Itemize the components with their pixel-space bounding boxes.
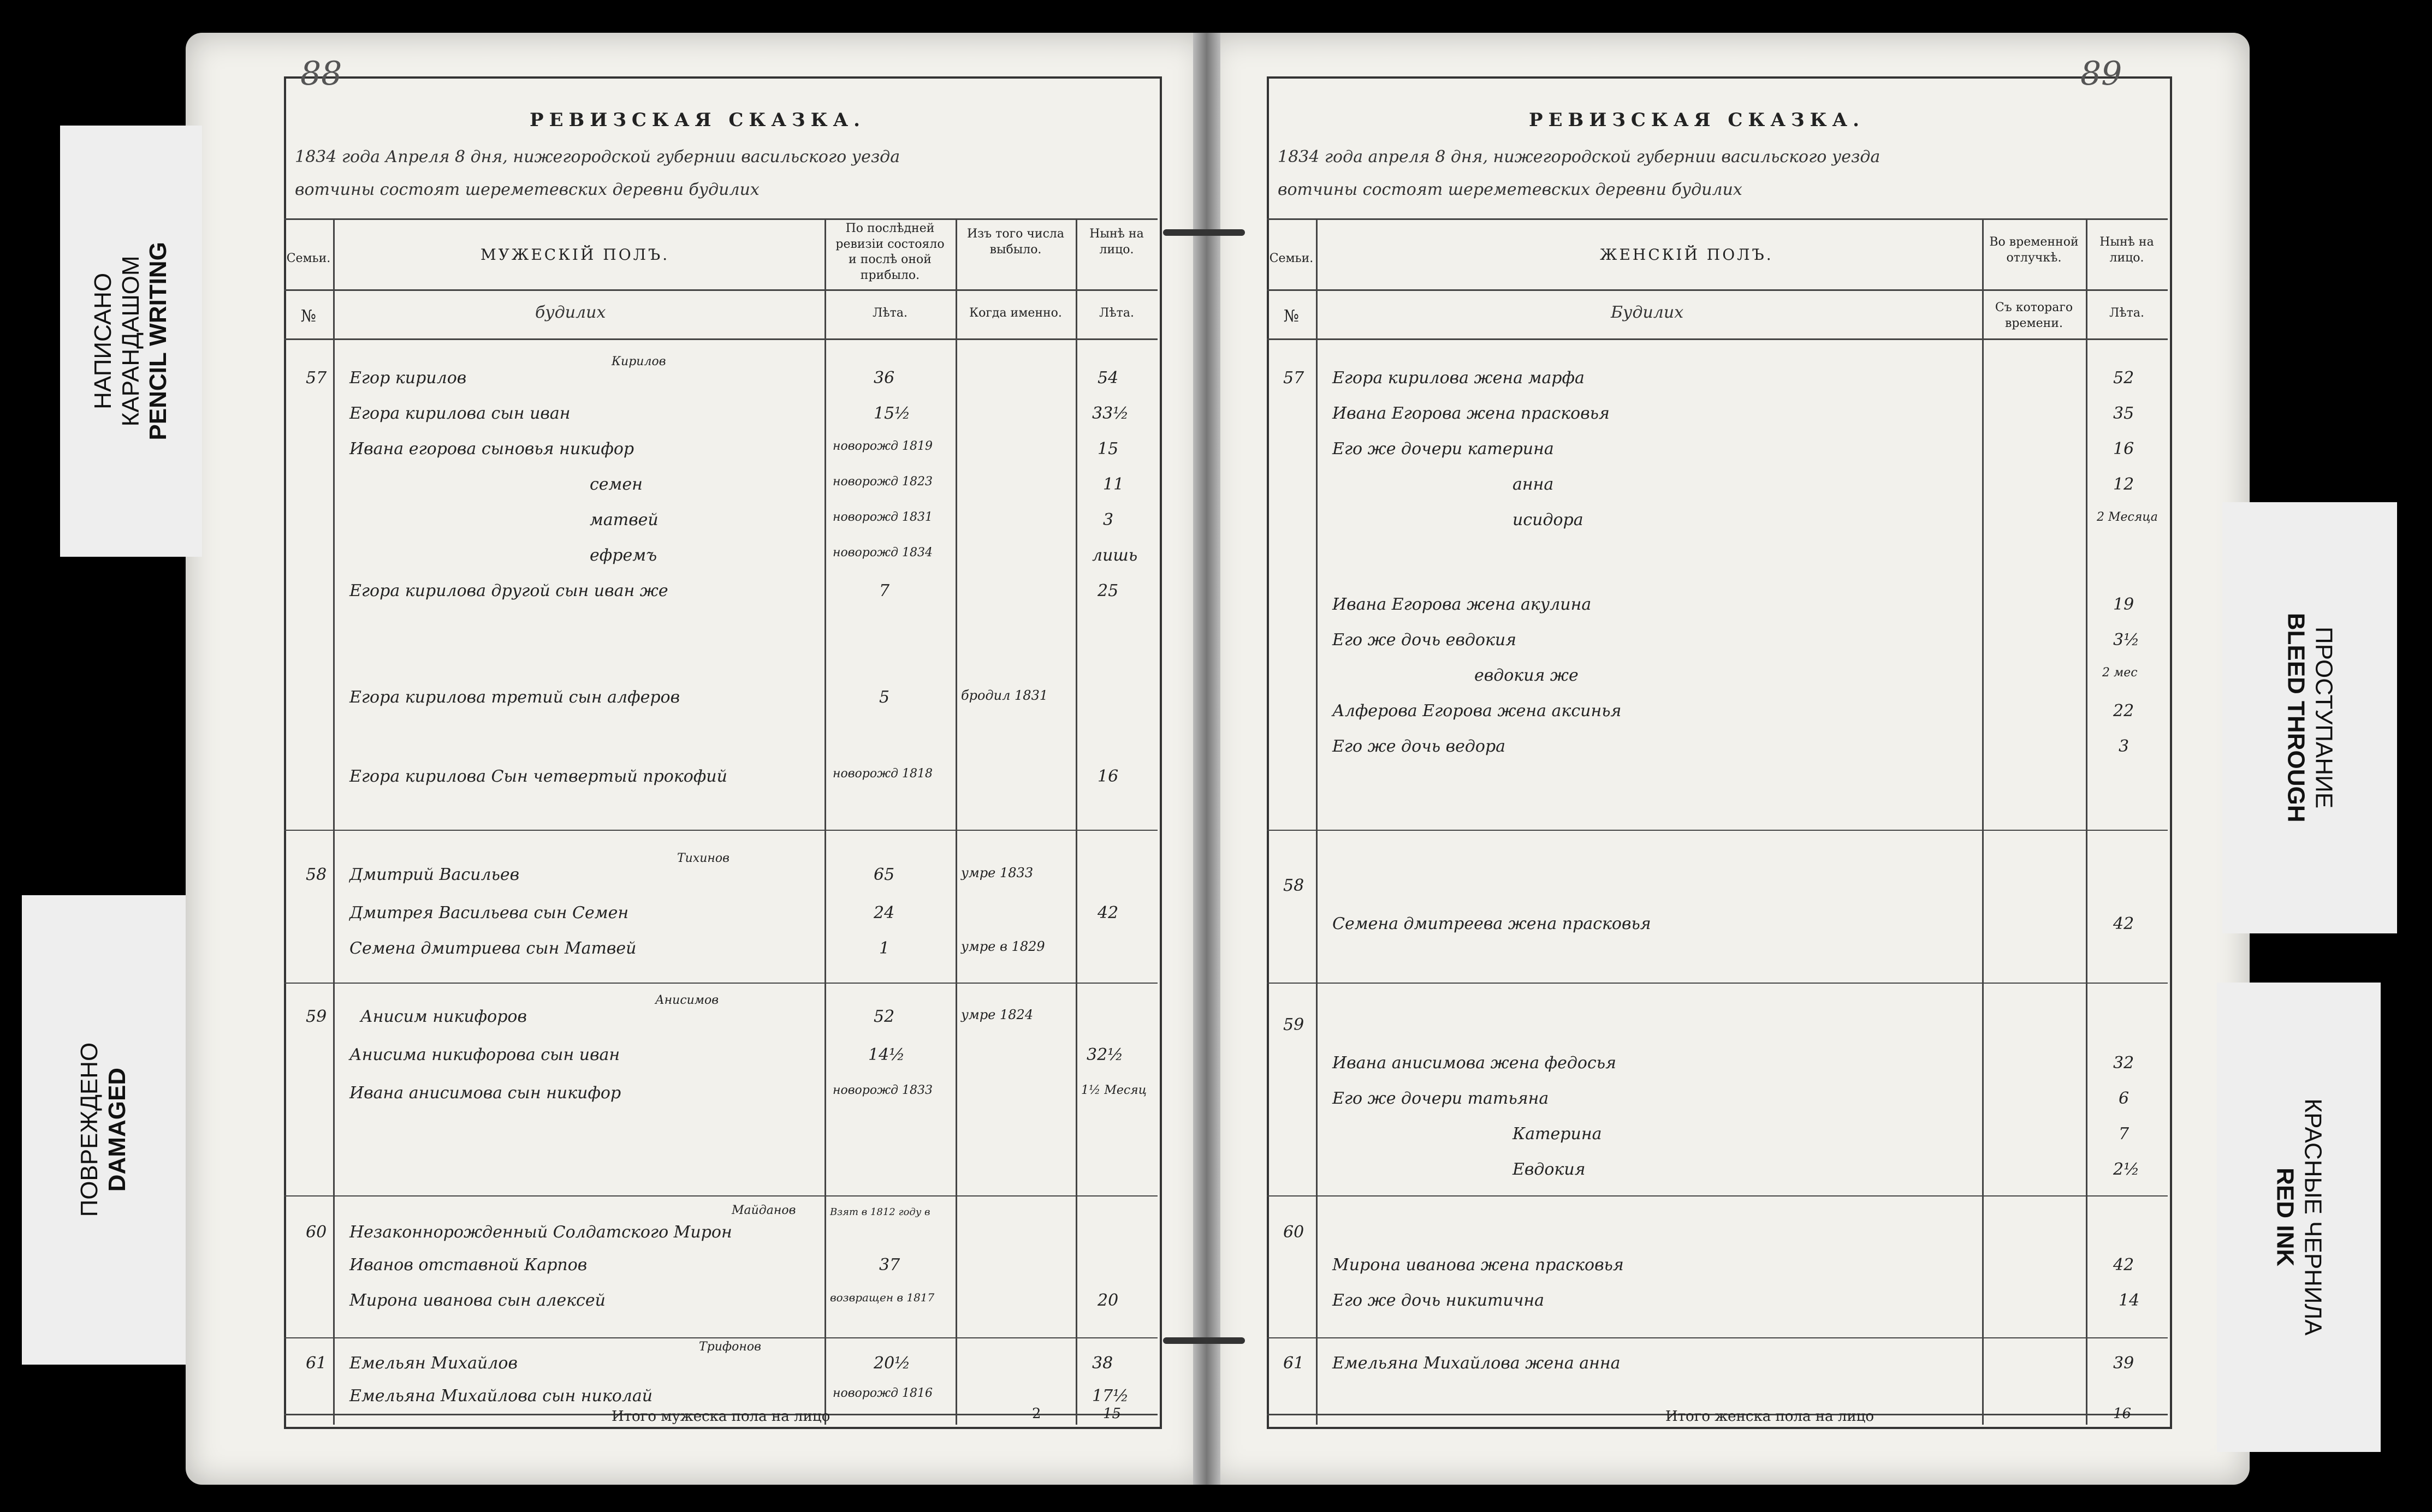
row-name: Его же дочь евдокия	[1332, 630, 1517, 650]
row-now: 42	[2113, 914, 2134, 933]
col-years: Лѣта.	[873, 306, 907, 320]
row-name: Незаконнорожденный Солдатского Мирон	[349, 1223, 732, 1242]
left-total-mid: 2	[1032, 1406, 1041, 1422]
row-name: Его же дочери татьяна	[1332, 1089, 1549, 1108]
row-rev: новорожд 1819	[833, 439, 933, 453]
row-rev: 24	[874, 903, 895, 922]
row-name: Катерина	[1512, 1124, 1602, 1144]
row-name: Семена дмитриева сын Матвей	[349, 939, 637, 958]
row-note: Тихинов	[677, 852, 729, 865]
row-rev: новорожд 1834	[833, 546, 933, 559]
row-fam: 59	[306, 1007, 327, 1026]
row-now: 35	[2113, 404, 2134, 423]
row-name: матвей	[590, 510, 659, 529]
row-rev: новорожд 1823	[833, 475, 933, 489]
row-name: Дмитрея Васильева сын Семен	[349, 903, 629, 922]
row-now: 2 мес	[2102, 666, 2138, 680]
row-rev: новорожд 1818	[833, 767, 933, 781]
row-name: Алферова Егорова жена аксинья	[1332, 701, 1622, 721]
col-last-revision: По послѣдней ревизіи состояло и послѣ оной прибыло.	[835, 222, 945, 282]
row-now: 3	[1103, 510, 1114, 529]
row-now: 52	[2113, 368, 2134, 388]
damaged-tag: ПОВРЕЖДЕНО DAMAGED	[22, 895, 186, 1365]
book-gutter	[1193, 33, 1220, 1485]
row-name: Ивана анисимова сын никифор	[349, 1084, 621, 1103]
row-name: Егора кирилова жена марфа	[1332, 368, 1585, 388]
row-rev: новорожд 1816	[833, 1386, 933, 1400]
row-name: Семена дмитреева жена прасковья	[1332, 914, 1651, 933]
row-now: 22	[2113, 701, 2134, 721]
row-fam: 59	[1283, 1015, 1304, 1034]
row-now: лишь	[1092, 546, 1138, 565]
row-when: умре 1824	[961, 1007, 1034, 1022]
row-name: ефремъ	[590, 546, 657, 565]
right-header-line2: вотчины состоят шереметевских деревни будилих	[1278, 180, 1742, 199]
row-rev: 7	[879, 581, 890, 600]
row-name: Егора кирилова сын иван	[349, 404, 571, 423]
row-name: исидора	[1512, 510, 1583, 529]
row-rev: 1	[879, 939, 890, 958]
left-page	[186, 33, 1207, 1485]
row-name: Евдокия	[1512, 1160, 1586, 1179]
binding-thread	[1163, 1337, 1245, 1344]
row-now: 19	[2113, 595, 2134, 614]
row-now: 54	[1098, 368, 1119, 388]
row-when: умре 1833	[961, 865, 1034, 880]
right-page-number: 89	[2080, 55, 2122, 93]
register-book	[186, 33, 2250, 1485]
row-rev: 15½	[874, 404, 911, 423]
row-name: Егора кирилова третий сын алферов	[349, 688, 680, 707]
row-now: 42	[2113, 1255, 2134, 1275]
left-page-number: 88	[300, 55, 342, 93]
row-name: Анисима никифорова сын иван	[349, 1045, 620, 1064]
row-name: Емельяна Михайлова сын николай	[349, 1386, 653, 1406]
right-total-label: Итого женска пола на лицо	[1665, 1408, 1875, 1425]
row-now: 33½	[1092, 404, 1129, 423]
row-name: евдокия же	[1474, 666, 1579, 685]
row-fam: 60	[306, 1223, 327, 1242]
col-when: Когда именно.	[969, 306, 1062, 320]
row-now: 42	[1098, 903, 1119, 922]
row-now: 32½	[1087, 1045, 1124, 1064]
row-name: Его же дочь никитична	[1332, 1291, 1545, 1310]
row-rev: 52	[874, 1007, 895, 1026]
col-years2: Лѣта.	[1099, 306, 1134, 320]
row-name: Егор кирилов	[349, 368, 467, 388]
row-note: Майданов	[732, 1204, 796, 1217]
row-now: 3½	[2113, 630, 2140, 650]
row-rev: новорожд 1831	[833, 510, 933, 524]
row-now: 32	[2113, 1053, 2134, 1073]
row-name: Его же дочери катерина	[1332, 439, 1554, 459]
row-name: Ивана Егорова жена прасковья	[1332, 404, 1610, 423]
row-name: анна	[1512, 475, 1554, 494]
row-name: Анисим никифоров	[360, 1007, 527, 1026]
row-now: 7	[2119, 1124, 2130, 1144]
col-now: Нынѣ на лицо.	[1089, 227, 1144, 257]
row-name: Дмитрий Васильев	[349, 865, 520, 884]
col-family: Семьи.	[286, 252, 331, 265]
right-village: Будилих	[1611, 303, 1684, 322]
row-fam: 60	[1283, 1223, 1304, 1242]
row-now: 16	[2113, 439, 2134, 459]
row-now: 2½	[2113, 1160, 2140, 1179]
row-name: Мирона иванова сын алексей	[349, 1291, 606, 1310]
row-when: умре в 1829	[961, 939, 1045, 954]
row-name: Егора кирилова Сын четвертый прокофий	[349, 767, 727, 786]
row-fam: 61	[306, 1354, 327, 1373]
row-now: 20	[1098, 1291, 1119, 1310]
row-name: Емельяна Михайлова жена анна	[1332, 1354, 1621, 1373]
col-no: №	[300, 307, 317, 326]
row-rev: 37	[879, 1255, 900, 1275]
row-rev: возвращен в 1817	[830, 1291, 935, 1304]
row-name: Емельян Михайлов	[349, 1354, 518, 1373]
row-rev: 20½	[874, 1354, 911, 1373]
left-header-line2: вотчины состоят шереметевских деревни будилих	[295, 180, 760, 199]
row-rev: 65	[874, 865, 895, 884]
col-now: Нынѣ на лицо.	[2099, 235, 2154, 265]
row-name: Ивана анисимова жена федосья	[1332, 1053, 1616, 1073]
right-total-value: 16	[2113, 1406, 2132, 1422]
row-fam: 57	[1283, 368, 1304, 388]
row-name: Его же дочь ведора	[1332, 737, 1506, 756]
row-name: семен	[590, 475, 643, 494]
col-temp: Во временной отлучкѣ.	[1989, 235, 2079, 265]
row-note: Кирилов	[612, 355, 666, 368]
left-title: РЕВИЗСКАЯ СКАЗКА.	[530, 109, 866, 131]
pencil-writing-tag: НАПИСАНО КАРАНДАШОМ PENCIL WRITING	[60, 126, 202, 557]
right-header-line1: 1834 года апреля 8 дня, нижегородской губернии васильского уезда	[1278, 147, 1881, 166]
row-now: 1½ Месяц	[1081, 1084, 1147, 1097]
row-fam: 58	[306, 865, 327, 884]
row-rev: новорожд 1833	[833, 1084, 933, 1097]
row-rev: 14½	[868, 1045, 905, 1064]
row-rev: 5	[879, 688, 890, 707]
row-now: 6	[2119, 1089, 2130, 1108]
row-now: 16	[1098, 767, 1119, 786]
row-now: 3	[2119, 737, 2130, 756]
left-total-label: Итого мужеска пола на лицо	[612, 1408, 831, 1425]
row-name: Ивана егорова сыновья никифор	[349, 439, 634, 459]
row-now: 15	[1098, 439, 1119, 459]
row-fam: 61	[1283, 1354, 1304, 1373]
left-header-line1: 1834 года Апреля 8 дня, нижегородской губернии васильского уезда	[295, 147, 900, 166]
row-now: 39	[2113, 1354, 2134, 1373]
row-fam: 58	[1283, 876, 1304, 895]
row-name: Мирона иванова жена прасковья	[1332, 1255, 1624, 1275]
col-family: Семьи.	[1269, 252, 1314, 265]
row-note: Анисимов	[655, 993, 719, 1007]
row-name: Ивана Егорова жена акулина	[1332, 595, 1592, 614]
left-village: будилих	[535, 303, 606, 322]
red-ink-tag: КРАСНЫЕ ЧЕРНИЛА RED INK	[2217, 983, 2381, 1452]
row-fam: 57	[306, 368, 327, 388]
row-note: Трифонов	[699, 1340, 761, 1354]
col-left-count: Изъ того числа выбыло.	[967, 227, 1064, 257]
right-title: РЕВИЗСКАЯ СКАЗКА.	[1529, 109, 1865, 131]
row-rev: Взят в 1812 году в	[830, 1206, 930, 1218]
row-when: бродил 1831	[961, 688, 1048, 703]
row-now: 2 Месяца	[2097, 510, 2158, 524]
left-total-value: 15	[1103, 1406, 1122, 1422]
row-name: Иванов отставной Карпов	[349, 1255, 588, 1275]
col-since: Съ котораго времени.	[1995, 301, 2073, 330]
binding-thread	[1163, 229, 1245, 236]
row-now: 38	[1092, 1354, 1113, 1373]
col-female: ЖЕНСКІЙ ПОЛЪ.	[1600, 246, 1773, 264]
right-page	[1207, 33, 2250, 1485]
row-rev: 36	[874, 368, 895, 388]
bleed-through-tag: ПРОСТУПАНИЕ BLEED THROUGH	[2222, 502, 2397, 933]
row-now: 17½	[1092, 1386, 1129, 1406]
row-now: 14	[2119, 1291, 2140, 1310]
col-male: МУЖЕСКІЙ ПОЛЪ.	[481, 246, 670, 264]
col-no: №	[1283, 307, 1300, 326]
row-now: 25	[1098, 581, 1119, 600]
row-now: 11	[1103, 475, 1124, 494]
col-years: Лѣта.	[2109, 306, 2144, 320]
row-name: Егора кирилова другой сын иван же	[349, 581, 668, 600]
row-now: 12	[2113, 475, 2134, 494]
